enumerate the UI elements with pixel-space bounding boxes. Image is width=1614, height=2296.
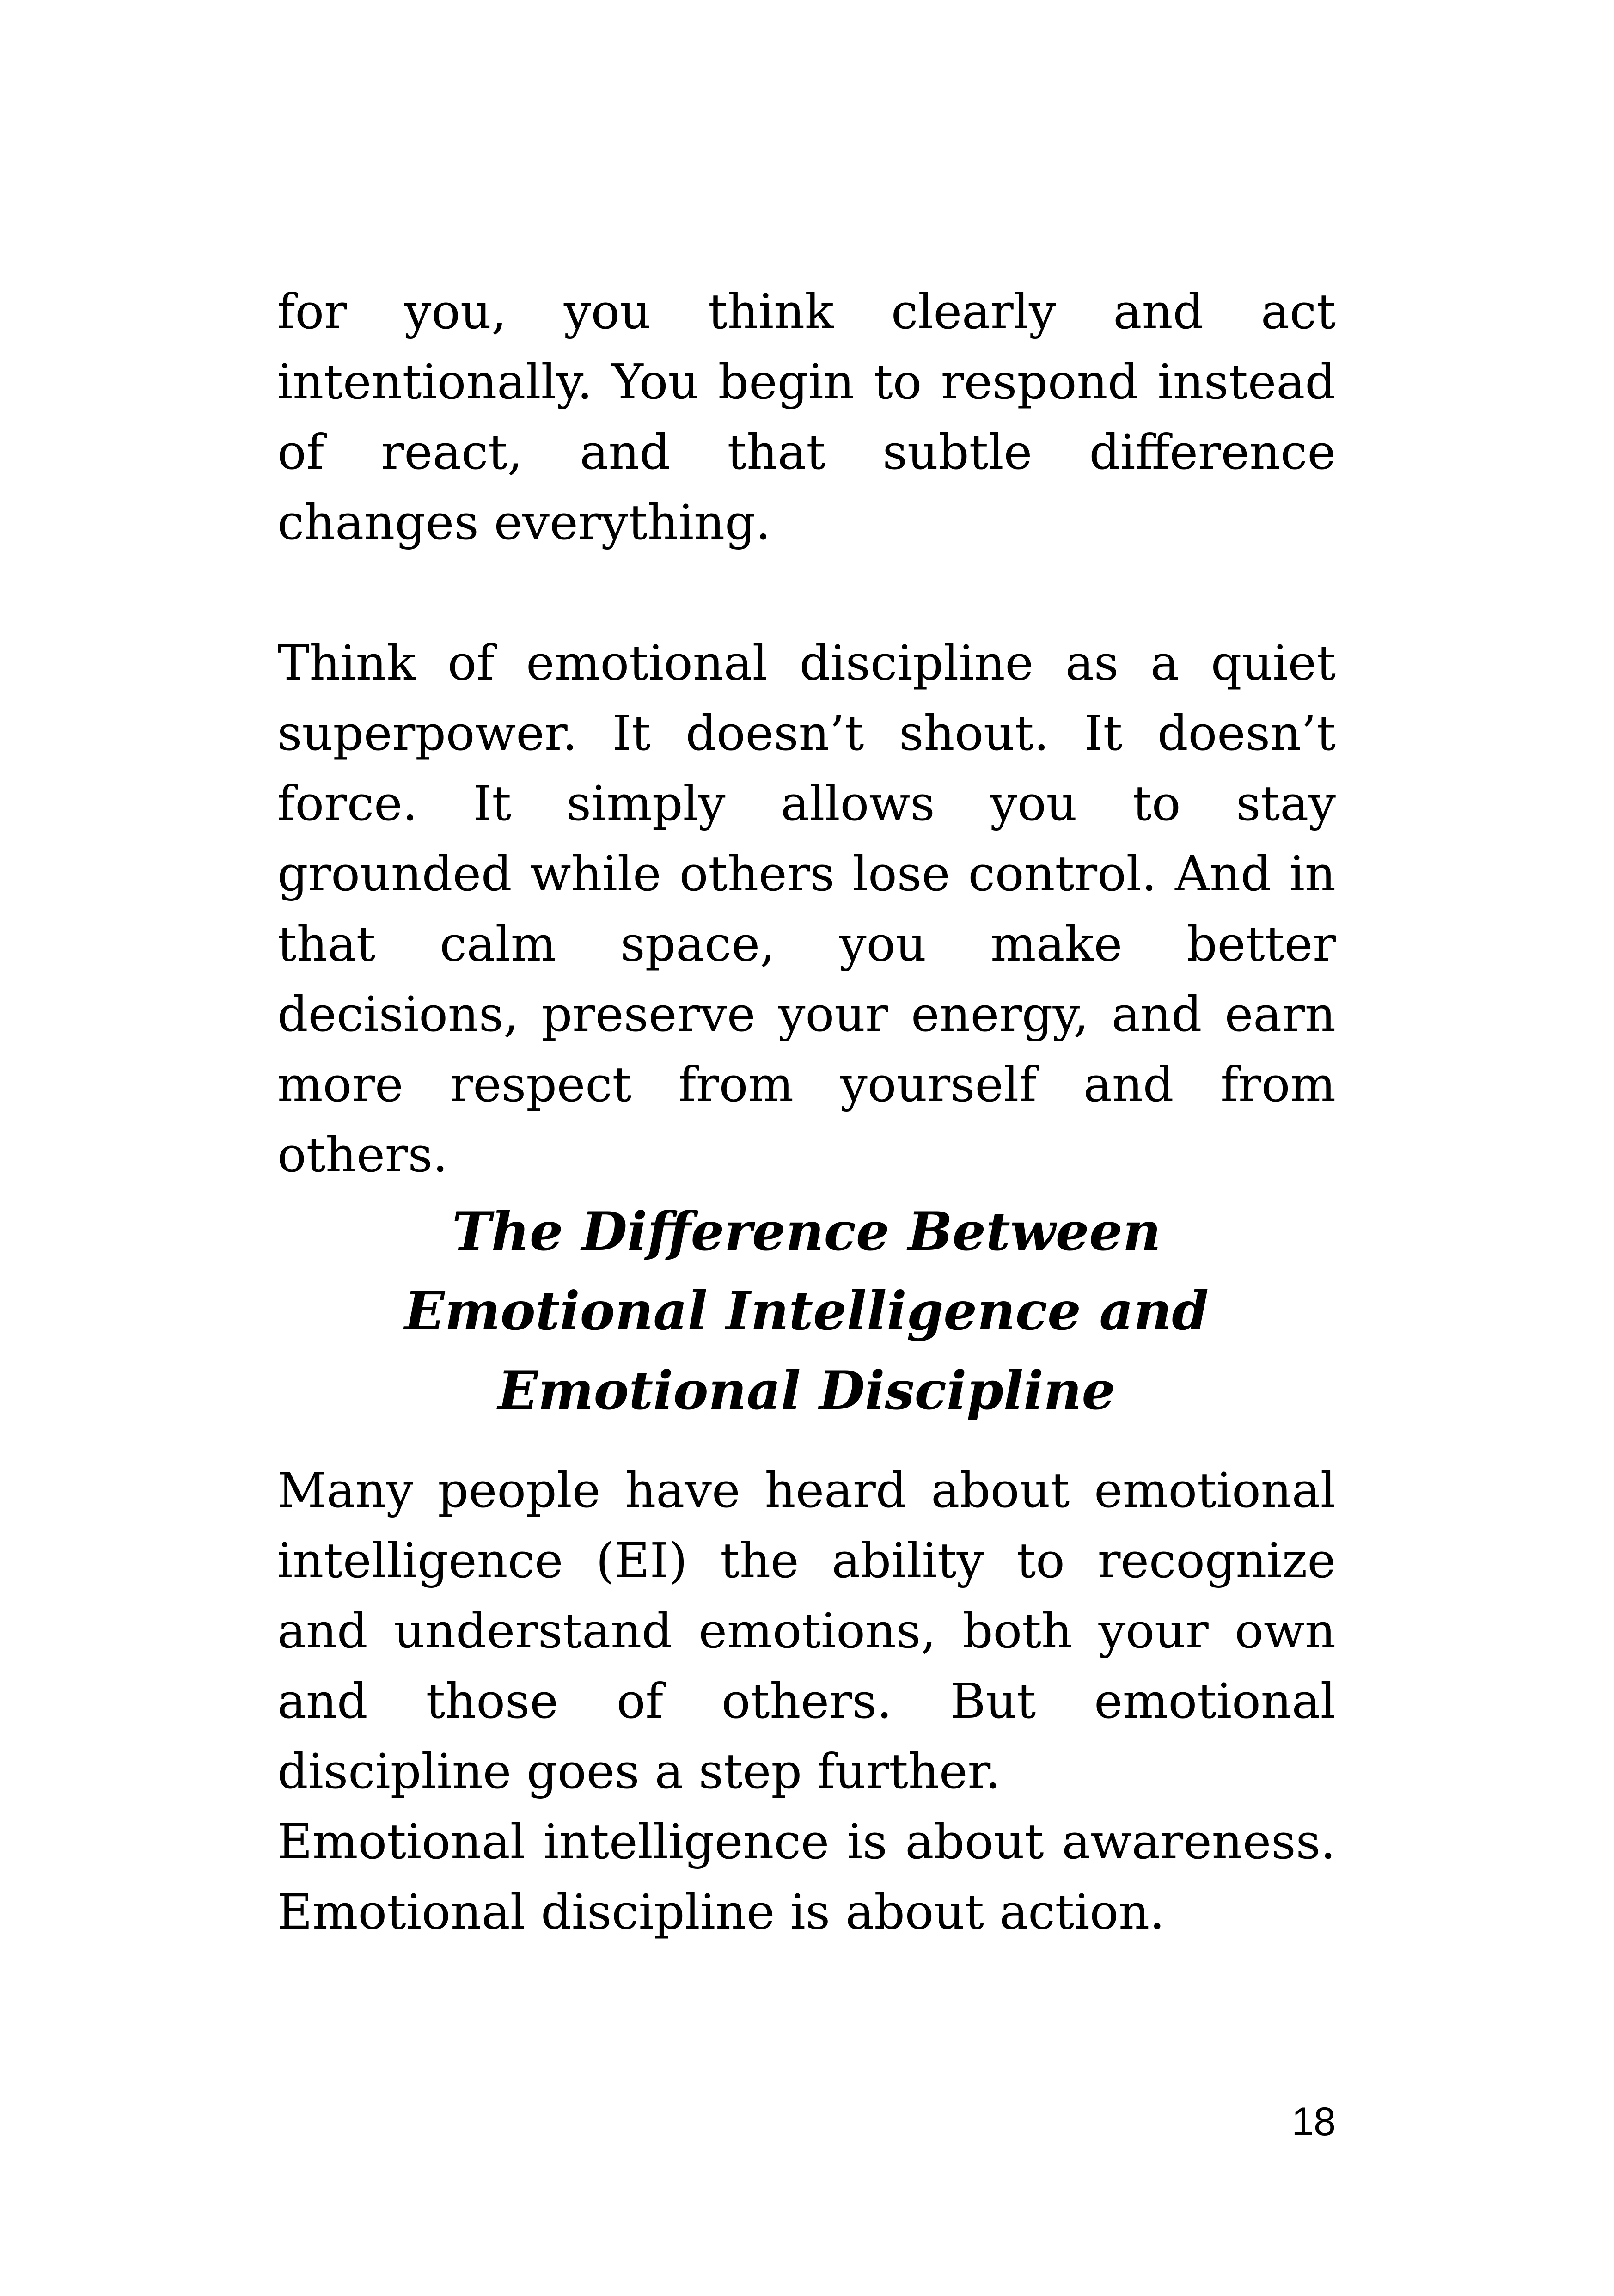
section-heading	[277, 1192, 1336, 1430]
heading-line: Emotional Intelligence and	[404, 1280, 1209, 1342]
paragraph-text: Think of emotional discipline as a quiet superpower. It doesn’t shout. It doesn’t force. It simply allows you to stay grounded while others lose control. And in that calm space, you make better decisions, preserve your energy, and earn more respect from yourself and from others.	[277, 635, 1336, 1183]
paragraph-text: Many people have heard about emotional intelligence (EI) the ability to recognize and understand emotions, both your own and those of others. But emotional discipline goes a step further.	[277, 1462, 1336, 1800]
body-paragraph	[277, 628, 1336, 1190]
heading-line: The Difference Between	[452, 1200, 1161, 1262]
paragraph-text: Emotional intelligence is about awareness. Emotional discipline is about action.	[277, 1813, 1336, 1940]
paragraph-text: for you, you think clearly and act intentionally. You begin to respond instead of react, and that subtle difference changes everything.	[277, 283, 1336, 551]
heading-line: Emotional Discipline	[497, 1359, 1116, 1421]
page-number: 18	[1291, 2100, 1336, 2144]
body-paragraph	[277, 276, 1336, 557]
body-paragraph	[277, 1806, 1336, 1947]
body-paragraph	[277, 1455, 1336, 1806]
